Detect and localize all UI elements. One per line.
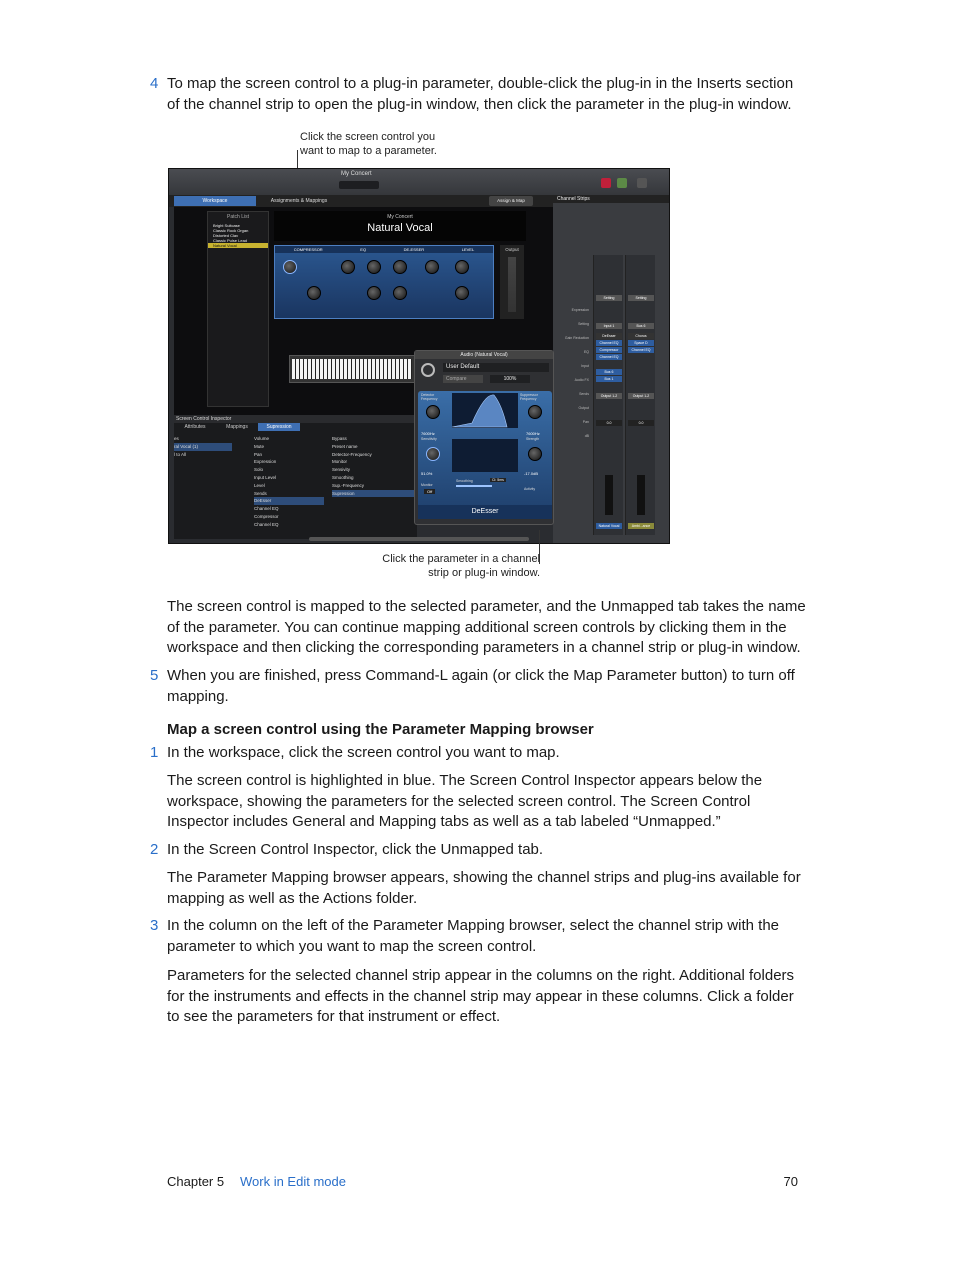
frequency-graph	[452, 393, 518, 428]
step-number: 5	[150, 667, 159, 684]
strength-knob[interactable]	[528, 447, 542, 461]
list-item[interactable]: Sends	[254, 490, 267, 496]
list-item[interactable]: Solo	[254, 467, 264, 473]
db-readout: 0.0	[596, 420, 622, 426]
param-label: Activity	[524, 487, 536, 491]
workspace-tabbar	[169, 195, 554, 207]
record-button[interactable]	[601, 178, 611, 188]
callout-line: strip or plug-in window.	[428, 567, 540, 579]
output-label: Output	[505, 247, 519, 252]
list-item[interactable]: Channel EQ	[254, 521, 279, 527]
step-number: 4	[150, 75, 159, 92]
list-item[interactable]: Sup.-Frequency	[332, 482, 365, 488]
preset-menu[interactable]: User Default	[443, 363, 549, 372]
deesser-panel	[418, 391, 552, 519]
plugin-section-labels	[275, 246, 493, 253]
param-label: Suppressor Frequency	[520, 393, 538, 401]
channel-strip-plugin-panel	[274, 245, 494, 319]
power-icon[interactable]	[421, 363, 435, 377]
list-item[interactable]: Input Level	[254, 474, 277, 480]
insert-slot[interactable]: Channel EQ	[628, 347, 654, 353]
level-meter	[508, 257, 516, 312]
volume-fader[interactable]	[605, 475, 613, 515]
list-item[interactable]: Smoothing	[332, 474, 354, 480]
footer-chapter: Chapter 5	[167, 1174, 225, 1189]
row-label: Sends	[579, 392, 589, 396]
callout-top	[300, 130, 437, 158]
step-number: 1	[150, 744, 159, 761]
channel-strip-ambiance	[625, 255, 655, 535]
insert-slot[interactable]: Space D	[628, 340, 654, 346]
mapping-column-1	[174, 435, 232, 537]
smoothing-slider[interactable]	[456, 485, 492, 487]
section-label: COMPRESSOR	[293, 247, 323, 252]
window-title: My Concert	[341, 171, 372, 177]
param-label: Strength	[526, 437, 540, 441]
patch-name-display: Natural Vocal	[367, 222, 433, 234]
list-item[interactable]: Bypass	[332, 436, 347, 441]
list-item[interactable]: es	[174, 436, 179, 441]
callout-line: Click the parameter in a channel	[382, 553, 540, 565]
inspector-title: Screen Control Inspector	[174, 415, 417, 423]
section-label: LEVEL	[461, 247, 475, 252]
strip-row-labels	[555, 303, 589, 443]
patch-list-header: Patch List	[227, 214, 249, 220]
list-item[interactable]: Expression	[254, 459, 277, 465]
row-label: Setting	[578, 322, 589, 326]
insert-slot[interactable]: Channel EQ	[596, 340, 622, 346]
horizontal-scrollbar[interactable]	[309, 537, 529, 541]
eq-knob[interactable]	[393, 286, 407, 300]
setting-button[interactable]: Setting	[628, 295, 654, 301]
insert-slot[interactable]: Channel EQ	[596, 354, 622, 360]
sensitivity-knob[interactable]	[426, 447, 440, 461]
step-text: When you are finished, press Command-L again (or click the Map Parameter button) to turn off mapping.	[167, 667, 795, 705]
param-label: Monitor	[421, 483, 433, 487]
param-value: 7600Hz	[526, 431, 540, 436]
page-number: 70	[783, 1174, 798, 1189]
param-label: Smoothing	[456, 479, 473, 483]
strip-name: Natural Vocal	[596, 523, 622, 529]
input-slot[interactable]: Bus 6	[628, 323, 654, 329]
param-value: Cl: 5ms	[492, 478, 504, 482]
output-slot[interactable]: Output 1-2	[628, 393, 654, 399]
patch-item-selected[interactable]: Natural Vocal	[208, 243, 268, 248]
list-item-selected[interactable]: Supression	[332, 490, 414, 498]
param-value: -17.0dB	[524, 471, 539, 476]
row-label: dB	[584, 434, 589, 438]
patch-item[interactable]: Classic Rock Organ	[213, 228, 249, 233]
level-graph	[452, 439, 518, 472]
step-number: 3	[150, 917, 159, 934]
compressor-knob[interactable]	[307, 286, 321, 300]
section-label: DE-ESSER	[403, 247, 425, 252]
body-paragraph: The Parameter Mapping browser appears, showing the channel strips and plug-ins available for mapping as well as the Actions folder.	[167, 869, 801, 907]
play-button[interactable]	[617, 178, 627, 188]
callout-bottom	[380, 552, 540, 580]
monitor-toggle[interactable]: Off	[424, 489, 435, 494]
list-item[interactable]: Monitor	[332, 459, 348, 465]
send-slot[interactable]: Bus 1	[596, 376, 622, 382]
list-item[interactable]: Level	[254, 482, 265, 488]
step-text: In the workspace, click the screen control you want to map.	[167, 744, 560, 761]
list-item[interactable]: Compressor	[254, 513, 279, 519]
setting-button[interactable]: Setting	[596, 295, 622, 301]
insert-slot[interactable]: DeEsser	[596, 333, 622, 339]
param-value: 7600Hz	[421, 431, 435, 436]
callout-line: Click the screen control you	[300, 131, 436, 143]
tab-workspace[interactable]: Workspace	[174, 196, 256, 206]
channel-strip-natural-vocal	[593, 255, 623, 535]
patch-list	[207, 211, 269, 407]
patch-item[interactable]: Distorted Clav	[213, 233, 239, 238]
row-label: EQ	[583, 350, 589, 354]
patch-item[interactable]: Classic Pulse Lead	[213, 238, 248, 243]
mapping-column-2	[244, 435, 324, 537]
tab-supression[interactable]: Supression	[258, 423, 300, 431]
channel-strips-header: Channel Strips	[553, 195, 669, 203]
mapping-column-3	[326, 435, 414, 537]
detector-frequency-knob[interactable]	[426, 405, 440, 419]
list-item-selected[interactable]: DeEsser	[254, 497, 324, 505]
eq-knob[interactable]	[341, 260, 355, 274]
deesser-knob[interactable]	[425, 260, 439, 274]
keyboard-keys[interactable]	[292, 359, 412, 379]
level-knob[interactable]	[455, 286, 469, 300]
step-text: In the Screen Control Inspector, click the Unmapped tab.	[167, 841, 544, 858]
tab-assignments[interactable]: Assignments & Mappings	[270, 198, 328, 204]
section-heading: Map a screen control using the Parameter Mapping browser	[167, 721, 594, 738]
body-paragraph: The screen control is highlighted in blue. The Screen Control Inspector appears below the workspace, showing the parameters for the selected screen control. The Screen Control Inspector includes General and Mapping tabs as well as a tab labeled “Unmapped.”	[167, 772, 763, 830]
param-label: Detector Frequency	[421, 393, 438, 401]
step-text: To map the screen control to a plug-in parameter, double-click the plug-in in the Inserts section of the channel strip to open the plug-in window, then click the parameter in the plug-in window.	[167, 75, 794, 113]
param-value: 51.0%	[421, 471, 433, 476]
list-item[interactable]: Pan	[254, 451, 263, 457]
param-label: Sensitivity	[421, 437, 437, 441]
plugin-window-title: Audio (Natural Vocal)	[415, 351, 553, 359]
row-label: Output	[578, 406, 589, 410]
row-label: Expression	[571, 308, 589, 312]
zoom-menu[interactable]: 100%	[490, 375, 530, 383]
insert-slot[interactable]: Compressor	[596, 347, 622, 353]
concert-display	[274, 211, 526, 241]
screen-control-inspector	[174, 415, 417, 539]
list-item[interactable]: Mute	[254, 443, 265, 449]
row-label: Input	[581, 364, 589, 368]
list-item[interactable]: Sensivity	[332, 467, 351, 473]
list-item[interactable]: Preset name	[332, 443, 358, 449]
step-text: In the column on the left of the Parameter Mapping browser, select the channel strip with the parameter to which you want to map the screen control.	[167, 917, 780, 955]
footer-chapter-link[interactable]: Work in Edit mode	[240, 1174, 346, 1189]
list-item[interactable]: l to All	[174, 451, 187, 457]
deesser-knob[interactable]	[455, 260, 469, 274]
body-paragraph: Parameters for the selected channel strip appear in the columns on the right. Additional folders for the instruments and effects in the channel strip may appear in these columns. Click a folder to see the parameters for that instrument or effect.	[167, 967, 795, 1025]
plugin-window	[414, 350, 554, 525]
plugin-name-label: DeEsser	[418, 505, 552, 519]
section-label: EQ	[360, 247, 367, 252]
eq-knob[interactable]	[367, 286, 381, 300]
channel-strips-panel	[553, 195, 669, 543]
output-slot[interactable]: Output 1-2	[596, 393, 622, 399]
callout-line: want to map to a parameter.	[300, 145, 437, 157]
eq-knob[interactable]	[393, 260, 407, 274]
suppressor-frequency-knob[interactable]	[528, 405, 542, 419]
row-label: Audio FX	[574, 378, 589, 382]
send-slot[interactable]: Bus 6	[596, 369, 622, 375]
assign-map-button[interactable]: Assign & Map	[489, 196, 533, 206]
list-item-selected[interactable]: ral Vocal (1)	[174, 443, 232, 451]
window-titlebar	[169, 169, 669, 195]
drive-knob-selected[interactable]	[283, 260, 297, 274]
eq-knob[interactable]	[367, 260, 381, 274]
compare-button[interactable]: Compare	[443, 375, 483, 383]
inspector-tabs	[174, 423, 417, 431]
strip-name: Ambi...ance	[628, 523, 654, 529]
step-number: 2	[150, 841, 159, 858]
tab-attributes[interactable]: Attributes	[184, 424, 206, 430]
patch-item[interactable]: Bright Suitcase	[213, 223, 240, 228]
frequency-curve-icon	[452, 393, 518, 428]
list-item[interactable]: Detector-Frequency	[332, 451, 372, 457]
list-item[interactable]: Channel EQ	[254, 506, 279, 512]
row-label: Gain Reduction	[564, 336, 589, 340]
input-slot[interactable]: Input 1	[596, 323, 622, 329]
insert-slot[interactable]: Chorus	[628, 333, 654, 339]
mainstage-screenshot	[168, 168, 670, 544]
tab-mappings[interactable]: Mappings	[226, 424, 248, 430]
list-item[interactable]: Volume	[254, 436, 270, 441]
edit-pill[interactable]	[339, 181, 379, 189]
db-readout: 0.0	[628, 420, 654, 426]
body-paragraph: The screen control is mapped to the selected parameter, and the Unmapped tab takes the name of the parameter. You can continue mapping additional screen controls by clicking them in the workspace and then clicking the corresponding parameters in a channel strip or plug-in window.	[167, 598, 806, 656]
volume-fader[interactable]	[637, 475, 645, 515]
output-meter	[500, 245, 524, 319]
row-label: Pan	[582, 420, 589, 424]
tuner-icon[interactable]	[637, 178, 647, 188]
concert-name: My Concert	[387, 214, 413, 220]
